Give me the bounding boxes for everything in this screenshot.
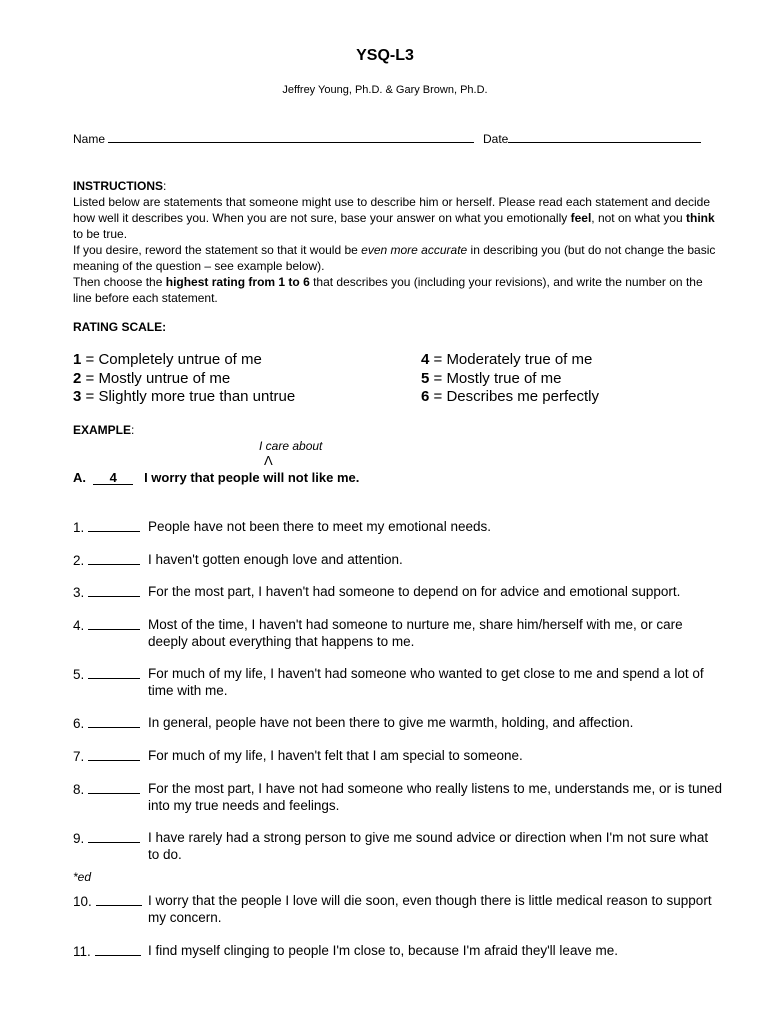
date-line[interactable] — [508, 130, 701, 143]
rating-6: 6 = Describes me perfectly — [421, 388, 599, 405]
date-label: Date — [483, 132, 509, 146]
instructions: INSTRUCTIONS: Listed below are statements that someone might use to describe him or herself. Please read each statement and decide how well it describes you. When you are not sure, base your answer on what you emotionally feel, not on what you think to be true. If you desire, reword the statement so that it would be even more accurate in describing you (but do not change the basic meaning of the question – see example below). Then choose the highest rating from 1 to 6 that describes you (including your revisions), and write the number on the line before each statement. — [73, 178, 723, 306]
item-6: 6. In general, people have not been there to give me warmth, holding, and affection. — [73, 715, 634, 731]
rating-4: 4 = Moderately true of me — [421, 351, 593, 368]
date-field[interactable] — [483, 130, 701, 146]
example-heading: EXAMPLE: — [73, 423, 135, 437]
answer-blank[interactable] — [88, 780, 140, 794]
item-2: 2. I haven't gotten enough love and attention. — [73, 552, 403, 568]
instructions-p3: Then choose the highest rating from 1 to 6 that describes you (including your revisions), and write the number on the line before each statement. — [73, 275, 703, 305]
item-4: 4. Most of the time, I haven't had someone to nurture me, share him/herself with me, or care deeply about everything that happens to me. — [73, 617, 683, 649]
answer-blank[interactable] — [96, 892, 142, 906]
example-answer: 4 — [93, 471, 133, 485]
section-note: *ed — [73, 870, 92, 884]
answer-blank[interactable] — [88, 518, 140, 532]
name-label: Name — [73, 132, 106, 146]
rating-2: 2 = Mostly untrue of me — [73, 369, 231, 387]
caret-mark: Λ — [264, 453, 273, 468]
answer-blank[interactable] — [88, 665, 140, 679]
answer-blank[interactable] — [88, 616, 140, 630]
page-title: YSQ-L3 — [356, 47, 414, 64]
rating-5: 5 = Mostly true of me — [421, 369, 562, 387]
name-field[interactable] — [73, 130, 474, 146]
authors: Jeffrey Young, Ph.D. & Gary Brown, Ph.D. — [282, 84, 488, 96]
instructions-p1: Listed below are statements that someone might use to describe him or herself. Please read each statement and decide how well it describes you. When you are not sure, base your answer on what you emotionally feel, not on what you think to be true. — [73, 195, 715, 241]
item-3: 3. For the most part, I haven't had someone to depend on for advice and emotional support. — [73, 584, 681, 600]
rating-scale-left — [73, 351, 295, 407]
item-5: 5. For much of my life, I haven't had someone who wanted to get close to me and spend a lot of time with me. — [73, 666, 704, 698]
instructions-p2: If you desire, reword the statement so that it would be even more accurate in describing you (but do not change the basic meaning of the question – see example below). — [73, 243, 716, 273]
instructions-heading: INSTRUCTIONS — [73, 179, 163, 193]
answer-blank[interactable] — [88, 829, 140, 843]
item-10: 10. I worry that the people I love will die soon, even though there is little medical reason to support my concern. — [73, 893, 712, 925]
answer-blank[interactable] — [88, 747, 140, 761]
example-item: A. 4 I worry that people will not like me. — [73, 470, 360, 485]
item-8: 8. For the most part, I have not had someone who really listens to me, understands me, or is tuned into my true needs and feelings. — [73, 781, 723, 813]
example-insertion: I care about — [259, 439, 323, 453]
answer-blank[interactable] — [95, 942, 141, 956]
item-9: 9. I have rarely had a strong person to give me sound advice or direction when I'm not sure what to do. — [73, 830, 709, 862]
name-line[interactable] — [108, 130, 474, 143]
rating-scale-heading: RATING SCALE: — [73, 320, 167, 334]
rating-3: 3 = Slightly more true than untrue — [73, 388, 296, 405]
rating-1: 1 = Completely untrue of me — [73, 351, 262, 368]
rating-scale-right — [421, 351, 599, 407]
answer-blank[interactable] — [88, 583, 140, 597]
item-11: 11. I find myself clinging to people I'm close to, because I'm afraid they'll leave me. — [73, 943, 618, 959]
answer-blank[interactable] — [88, 551, 140, 565]
item-7: 7. For much of my life, I haven't felt that I am special to someone. — [73, 748, 523, 764]
item-1: 1. People have not been there to meet my emotional needs. — [73, 519, 491, 535]
answer-blank[interactable] — [88, 714, 140, 728]
